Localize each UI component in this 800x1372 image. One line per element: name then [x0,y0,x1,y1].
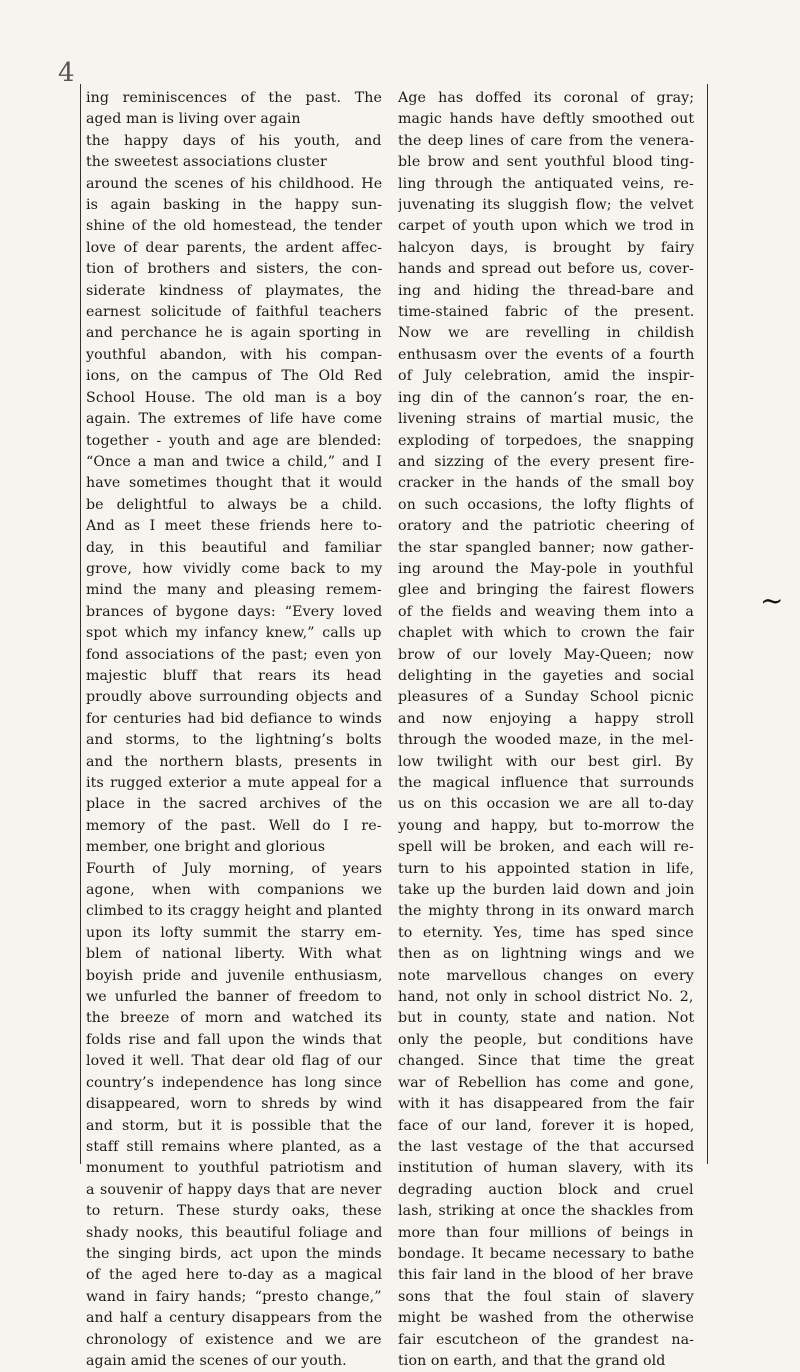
text-line: only the people, but conditions have [398,1031,694,1048]
text-line: shady nooks, this beautiful foliage and [86,1224,382,1241]
text-line: love of dear parents, the ardent affec- [86,239,382,256]
text-line: the singing birds, act upon the minds [86,1245,382,1262]
text-line: youthful abandon, with his compan- [86,346,382,363]
text-line: delighting in the gayeties and social [398,667,694,684]
text-line: boyish pride and juvenile enthusiasm, [86,967,382,984]
text-line: on such occasions, the lofty flights of [398,496,694,513]
text-line: together - youth and age are blended: [86,432,382,449]
text-line: and storm, but it is possible that the [86,1117,382,1134]
text-line: low twilight with our best girl. By [398,753,694,770]
text-line: and now enjoying a happy stroll [398,710,694,727]
text-line: and sizzing of the every present fire- [398,453,694,470]
text-line: again. The extremes of life have come [86,411,382,428]
text-line: brow of our lovely May-Queen; now [398,646,694,663]
text-line: have sometimes thought that it would [86,475,382,492]
text-line: ble brow and sent youthful blood ting- [398,154,694,171]
text-line: the magical influence that surrounds [398,775,694,791]
text-line: sons that the foul stain of slavery [398,1288,694,1305]
text-line: Fourth of July morning, of years [86,860,382,877]
text-line: spell will be broken, and each will re- [398,839,694,856]
text-line: of the aged here to-day as a magical [86,1267,382,1284]
text-line: exploding of torpedoes, the snapping [398,432,694,449]
text-line: “Once a man and twice a child,” and I [86,453,382,470]
text-line: the deep lines of care from the venera- [398,132,694,149]
text-line: institution of human slavery, with its [398,1160,694,1177]
text-line: ing reminiscences of the past. The [86,90,382,106]
text-line: Age has doffed its coronal of gray; [398,90,694,106]
text-line: spot which my infancy knew,” calls up [86,625,382,642]
text-line: to return. These sturdy oaks, these [86,1203,382,1220]
text-line: aged man is living over again [86,111,301,128]
text-line: blem of national liberty. With what [86,946,382,963]
text-line: staff still remains where planted, as a [86,1138,382,1155]
text-line: with it has disappeared from the fair [398,1096,694,1113]
text-line: changed. Since that time the great [398,1053,694,1070]
text-line: siderate kindness of playmates, the [86,282,382,299]
text-line: and the northern blasts, presents in [86,753,382,770]
text-line: memory of the past. Well do I re- [86,817,382,834]
text-line: School House. The old man is a boy [86,389,382,406]
text-line: to eternity. Yes, time has sped since [398,924,694,941]
text-line: the last vestage of the that accursed [398,1138,694,1155]
text-line: be delightful to always be a child. [86,496,382,513]
text-line: around the scenes of his childhood. He [86,175,382,192]
text-line: note marvellous changes on every [398,967,694,984]
text-line: chaplet with which to crown the fair [398,625,694,642]
text-line: we unfurled the banner of freedom to [86,989,382,1006]
text-line: pleasures of a Sunday School picnic [398,689,694,706]
text-line: magic hands have deftly smoothed out [398,111,694,128]
text-line: hands and spread out before us, cover- [398,261,694,278]
text-line: and storms, to the lightning’s bolts [86,732,382,749]
text-line: the star spangled banner; now gather- [398,539,694,556]
text-line: country’s independence has long since [86,1074,382,1091]
text-line: for centuries had bid defiance to winds [86,710,382,727]
text-line: ions, on the campus of The Old Red [86,368,382,385]
text-line: earnest solicitude of faithful teachers [86,304,382,321]
text-line: ing din of the cannon’s roar, the en- [398,389,694,406]
text-column-left [86,88,382,1372]
text-line: fond associations of the past; even yon [86,646,382,663]
text-line: again amid the scenes of our youth. [86,1352,347,1369]
text-line: of the fields and weaving them into a [398,603,694,620]
text-line: the mighty throng in its onward march [398,903,694,920]
text-line: upon its lofty summit the starry em- [86,924,382,941]
text-line: and half a century disappears from the [86,1310,382,1327]
text-line: tion on earth, and that the grand old [398,1352,666,1369]
text-line: is again basking in the happy sun- [86,197,382,214]
text-column-right [398,88,694,1372]
text-line: the breeze of morn and watched its [86,1010,382,1027]
text-line: juvenating its sluggish flow; the velvet [398,197,694,214]
text-line: monument to youthful patriotism and [86,1160,382,1177]
text-line: brances of bygone days: “Every loved [86,603,382,620]
text-line: halcyon days, is brought by fairy [398,239,694,256]
text-line: place in the sacred archives of the [86,796,382,813]
text-line: glee and bringing the fairest flowers [398,582,694,599]
text-line: the happy days of his youth, and [86,132,382,149]
text-line: grove, how vividly come back to my [86,560,382,577]
text-line: lash, striking at once the shackles from [398,1203,694,1220]
text-line: cracker in the hands of the small boy [398,475,694,492]
text-line: mind the many and pleasing remem- [86,582,382,599]
text-line: tion of brothers and sisters, the con- [86,261,382,278]
text-line: proudly above surrounding objects and [86,689,382,706]
text-line: young and happy, but to-morrow the [398,817,694,834]
text-line: more than four millions of beings in [398,1224,694,1241]
text-line: of July celebration, amid the inspir- [398,368,694,385]
text-line: member, one bright and glorious [86,839,326,856]
text-line: through the wooded maze, in the mel- [398,732,694,749]
text-line: carpet of youth upon which we trod in [398,218,694,235]
text-line: oratory and the patriotic cheering of [398,518,694,535]
text-line: time-stained fabric of the present. [398,304,694,321]
text-line: fair escutcheon of the grandest na- [398,1331,694,1348]
margin-mark: ~ [760,584,784,617]
text-line: war of Rebellion has come and gone, [398,1074,694,1091]
text-line: its rugged exterior a mute appeal for a [86,775,382,791]
text-line: shine of the old homestead, the tender [86,218,382,235]
text-line: ing around the May-pole in youthful [398,560,694,577]
text-line: wand in fairy hands; “presto change,” [86,1288,382,1305]
text-line: face of our land, forever it is hoped, [398,1117,694,1134]
text-line: majestic bluff that rears its head [86,667,382,684]
text-line: loved it well. That dear old flag of our [86,1053,382,1070]
text-line: a souvenir of happy days that are never [86,1181,382,1198]
text-line: hand, not only in school district No. 2, [398,989,694,1006]
text-line: turn to his appointed station in life, [398,860,694,877]
text-line: ling through the antiquated veins, re- [398,175,694,192]
text-line: take up the burden laid down and join [398,882,694,899]
text-line: climbed to its craggy height and planted [86,903,382,920]
text-line: and perchance he is again sporting in [86,325,382,342]
text-line: Now we are revelling in childish [398,325,694,342]
text-line: chronology of existence and we are [86,1331,382,1348]
text-line: us on this occasion we are all to-day [398,796,694,813]
text-line: And as I meet these friends here to- [86,518,382,535]
text-line: agone, when with companions we [86,882,382,899]
text-line: bondage. It became necessary to bathe [398,1245,694,1262]
text-line: disappeared, worn to shreds by wind [86,1096,382,1113]
text-line: might be washed from the otherwise [398,1310,694,1327]
text-line: enthusasm over the events of a fourth [398,346,694,363]
text-line: ing and hiding the thread-bare and [398,282,694,299]
text-line: then as on lightning wings and we [398,946,694,963]
text-line: but in county, state and nation. Not [398,1010,694,1027]
text-line: folds rise and fall upon the winds that [86,1031,382,1048]
page-number: 4 [58,58,75,88]
text-line: livening strains of martial music, the [398,411,694,428]
text-line: degrading auction block and cruel [398,1181,694,1198]
text-line: the sweetest associations cluster [86,154,327,171]
text-line: this fair land in the blood of her brave [398,1267,694,1284]
text-line: day, in this beautiful and familiar [86,539,382,556]
